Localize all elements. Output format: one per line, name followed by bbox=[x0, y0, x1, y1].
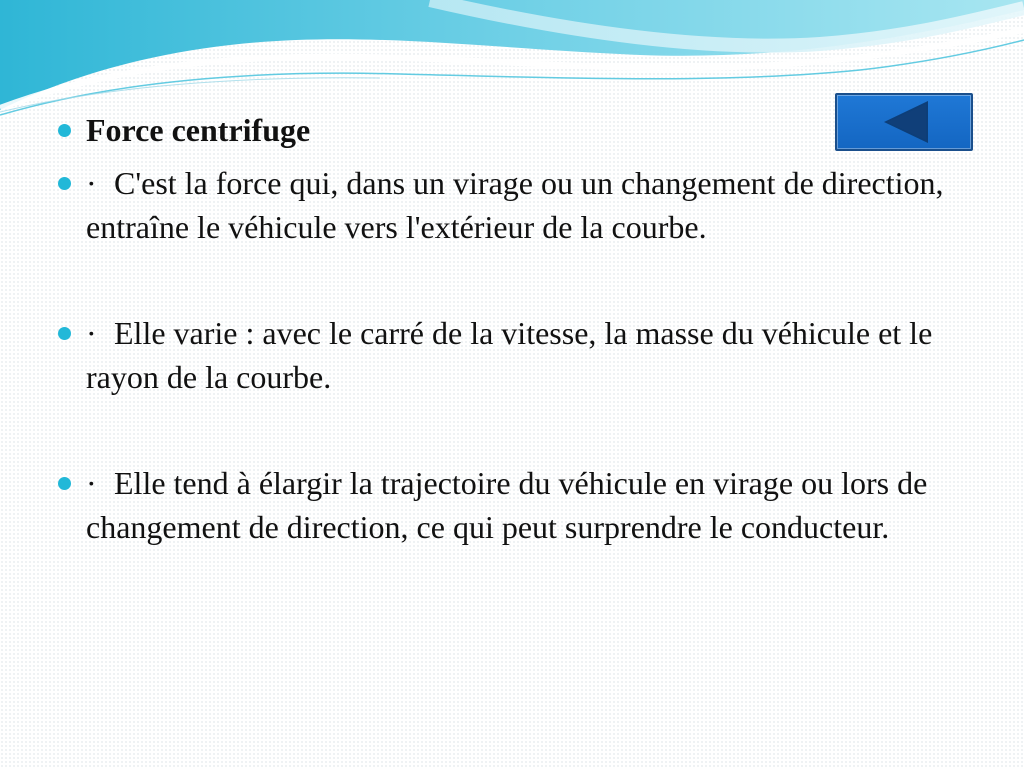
list-item bbox=[58, 311, 948, 399]
bullet-icon bbox=[58, 124, 71, 137]
bullet-list bbox=[58, 108, 948, 549]
bullet-icon bbox=[58, 477, 71, 490]
bullet-icon bbox=[58, 177, 71, 190]
list-item-prefix: · bbox=[86, 165, 97, 201]
list-item-text: Elle tend à élargir la trajectoire du véhicule en virage ou lors de changement de direction, ce qui peut surprendre le conducteur. bbox=[86, 465, 928, 545]
list-item-title bbox=[58, 108, 948, 152]
list-item-prefix: · bbox=[86, 315, 97, 351]
slide-title: Force centrifuge bbox=[86, 112, 311, 148]
list-item-text: Elle varie : avec le carré de la vitesse, la masse du véhicule et le rayon de la courbe. bbox=[86, 315, 933, 395]
bullet-icon bbox=[58, 327, 71, 340]
list-item-prefix: · bbox=[86, 465, 97, 501]
list-item bbox=[58, 161, 948, 249]
list-item bbox=[58, 461, 948, 549]
list-item-text: C'est la force qui, dans un virage ou un changement de direction, entraîne le véhicule vers l'extérieur de la courbe. bbox=[86, 165, 944, 245]
